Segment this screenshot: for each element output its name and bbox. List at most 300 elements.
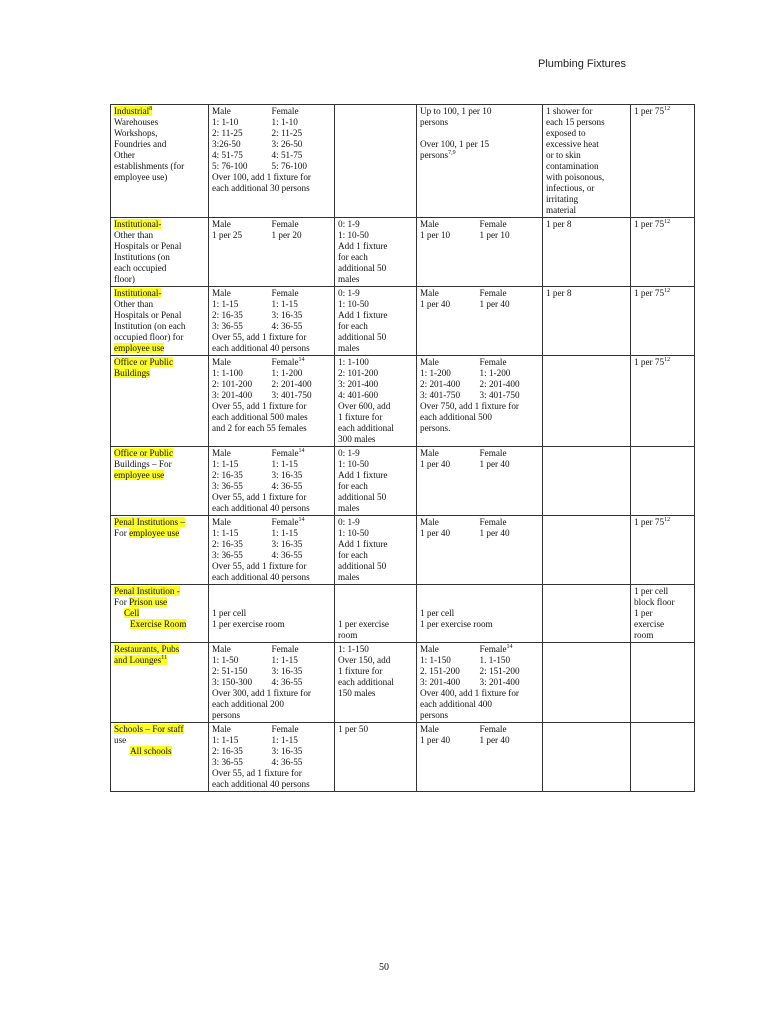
category-line: Workshops,	[114, 128, 158, 138]
lavatory-female: 1. 1-150	[479, 655, 511, 665]
category-line: For employee use	[114, 528, 180, 538]
shower-line: excessive heat	[546, 139, 599, 149]
table-row	[111, 447, 695, 516]
lavatory-male: 3: 201-400	[420, 677, 461, 687]
water-closet-row	[212, 528, 331, 539]
lavatory-cell	[417, 723, 543, 792]
water-closet-female: Female$^{14}$	[271, 447, 305, 458]
lavatory-note: each additional 500	[420, 412, 492, 422]
drinking-fountain-cell	[631, 356, 695, 447]
category-line	[114, 106, 205, 117]
water-closet-male: 1 per 25	[212, 230, 243, 240]
water-closet-row	[212, 539, 331, 550]
urinal-line: each additional	[338, 423, 394, 433]
water-closet-male: 2: 51-150	[212, 666, 248, 676]
drinking-fountain-cell	[631, 287, 695, 356]
water-closet-row	[212, 481, 331, 492]
water-closet-female: Female	[271, 724, 299, 734]
water-closet-row	[212, 390, 331, 401]
drinking-fountain-line: block floor	[634, 597, 675, 607]
shower-line: or to skin	[546, 150, 581, 160]
category-cell	[111, 643, 209, 723]
lavatory-male: Male	[420, 517, 439, 527]
water-closet-row	[212, 128, 331, 139]
water-closet-male: 5: 76-100	[212, 161, 248, 171]
category-highlight: Buildings	[114, 368, 150, 378]
category-line	[114, 368, 205, 379]
category-line: Other	[114, 150, 135, 160]
lavatory-female: Female	[479, 448, 507, 458]
lavatory-line: Over 100, 1 per 15	[420, 139, 490, 149]
water-closet-female: Female	[271, 219, 299, 229]
water-closet-female: 1: 1-200	[271, 368, 303, 378]
urinal-line: for each	[338, 321, 368, 331]
drinking-fountain-cell	[631, 447, 695, 516]
water-closet-note: Over 55, ad 1 fixture for	[212, 768, 302, 778]
shower-cell	[543, 516, 631, 585]
water-closet-note: each additional 30 persons	[212, 183, 310, 193]
table-row	[111, 218, 695, 287]
category-cell	[111, 723, 209, 792]
urinal-cell	[335, 356, 417, 447]
lavatory-male: 1: 1-150	[420, 655, 451, 665]
lavatory-row	[420, 357, 539, 368]
lavatory-female: Female	[479, 724, 507, 734]
lavatory-male: Male	[420, 357, 439, 367]
water-closet-note: persons	[212, 710, 241, 720]
water-closet-male: 2: 16-35	[212, 310, 243, 320]
shower-cell	[543, 447, 631, 516]
category-line: Hospitals or Penal	[114, 310, 182, 320]
water-closet-note: and 2 for each 55 females	[212, 423, 307, 433]
footnote-ref: 14	[298, 516, 305, 523]
category-line	[114, 517, 205, 528]
urinal-cell	[335, 447, 417, 516]
urinal-line: 1 per 50	[338, 724, 369, 734]
spacer	[420, 586, 539, 597]
urinal-line: 0: 1-9	[338, 448, 360, 458]
lavatory-male: Male	[420, 219, 439, 229]
water-closet-male: 2: 16-35	[212, 746, 243, 756]
lavatory-row	[420, 517, 539, 528]
lavatory-row	[420, 230, 539, 241]
shower-cell	[543, 287, 631, 356]
water-closet-female: 1 per 20	[271, 230, 302, 240]
lavatory-male: 1 per 40	[420, 299, 451, 309]
drinking-fountain-cell	[631, 218, 695, 287]
urinal-cell	[335, 723, 417, 792]
water-closet-female: 1: 1-15	[271, 655, 298, 665]
lavatory-male: 1: 1-200	[420, 368, 451, 378]
spacer	[338, 608, 413, 619]
urinal-line: each additional	[338, 677, 394, 687]
lavatory-cell	[417, 218, 543, 287]
water-closet-female: 1: 1-15	[271, 459, 298, 469]
water-closet-female: 3: 401-750	[271, 390, 312, 400]
lavatory-female: Female	[479, 219, 507, 229]
category-line	[114, 219, 205, 230]
water-closet-male: 2: 101-200	[212, 379, 253, 389]
urinal-line: 1 per exercise	[338, 619, 390, 629]
water-closet-female: 3: 16-35	[271, 746, 303, 756]
water-closet-note: Over 55, add 1 fixture for	[212, 492, 307, 502]
urinal-line: Add 1 fixture	[338, 539, 388, 549]
water-closet-female: 4: 36-55	[271, 677, 303, 687]
footnote-ref: 14	[298, 356, 305, 363]
category-cell	[111, 585, 209, 643]
shower-cell	[543, 643, 631, 723]
water-closet-female: 4: 51-75	[271, 150, 303, 160]
lavatory-row	[420, 459, 539, 470]
water-closet-male: Male	[212, 644, 231, 654]
footnote-ref: 12	[664, 287, 671, 294]
shower-line: contamination	[546, 161, 599, 171]
water-closet-female: 3: 16-35	[271, 310, 303, 320]
lavatory-row	[420, 368, 539, 379]
water-closet-row	[212, 459, 331, 470]
category-line: establishments (for	[114, 161, 185, 171]
urinal-line: males	[338, 572, 360, 582]
water-closet-cell	[209, 643, 335, 723]
water-closet-female: 4: 36-55	[271, 550, 303, 560]
drinking-fountain-line: 1 per $75^{12}$	[634, 516, 671, 527]
lavatory-male: 2: 201-400	[420, 379, 461, 389]
category-line	[114, 357, 205, 368]
shower-line: 1 shower for	[546, 106, 593, 116]
water-closet-row	[212, 644, 331, 655]
lavatory-male: Male	[420, 448, 439, 458]
water-closet-line: 1 per exercise room	[212, 619, 285, 629]
water-closet-row	[212, 150, 331, 161]
urinal-line: 4: 401-600	[338, 390, 379, 400]
water-closet-note: each additional 500 males	[212, 412, 308, 422]
category-line: each occupied	[114, 263, 167, 273]
urinal-line: 2: 101-200	[338, 368, 379, 378]
urinal-line: 0: 1-9	[338, 288, 360, 298]
drinking-fountain-cell	[631, 585, 695, 643]
category-line	[114, 724, 205, 735]
water-closet-female: 3: 26-50	[271, 139, 303, 149]
urinal-cell	[335, 105, 417, 218]
water-closet-female: Female	[271, 106, 299, 116]
water-closet-note: each additional 200	[212, 699, 284, 709]
water-closet-male: 3: 201-400	[212, 390, 253, 400]
lavatory-female: 3: 401-750	[479, 390, 520, 400]
water-closet-cell	[209, 516, 335, 585]
lavatory-cell	[417, 356, 543, 447]
table-row	[111, 105, 695, 218]
lavatory-female: 1: 1-200	[479, 368, 511, 378]
category-line	[114, 343, 205, 354]
water-closet-row	[212, 735, 331, 746]
table-row	[111, 287, 695, 356]
water-closet-cell	[209, 356, 335, 447]
water-closet-female: 1: 1-10	[271, 117, 298, 127]
urinal-line: 1 fixture for	[338, 412, 383, 422]
urinal-line: 300 males	[338, 434, 376, 444]
urinal-line: room	[338, 630, 358, 640]
lavatory-cell	[417, 516, 543, 585]
lavatory-gap	[420, 128, 539, 139]
category-line: Hospitals or Penal	[114, 241, 182, 251]
lavatory-female: Female$^{14}$	[479, 643, 513, 654]
lavatory-male: 1 per 40	[420, 528, 451, 538]
category-sub	[114, 746, 205, 757]
water-closet-note: each additional 40 persons	[212, 503, 310, 513]
category-sub	[114, 608, 205, 619]
urinal-line: Over 150, add	[338, 655, 391, 665]
water-closet-row	[212, 666, 331, 677]
water-closet-row	[212, 368, 331, 379]
urinal-line: 0: 1-9	[338, 517, 360, 527]
table-row	[111, 516, 695, 585]
category-highlight: and Lounges$^{11}$	[114, 654, 167, 665]
lavatory-cell	[417, 447, 543, 516]
lavatory-female: 2: 151-200	[479, 666, 520, 676]
shower-cell	[543, 218, 631, 287]
category-highlight: Penal Institution -	[114, 586, 180, 596]
table-row	[111, 356, 695, 447]
category-line: For Prison use	[114, 597, 168, 607]
water-closet-female: 1: 1-15	[271, 735, 298, 745]
urinal-line: 3: 201-400	[338, 379, 379, 389]
category-line	[114, 644, 205, 655]
category-line	[114, 470, 205, 481]
water-closet-female: 1: 1-15	[271, 528, 298, 538]
urinal-line: males	[338, 274, 360, 284]
category-line	[114, 586, 205, 597]
urinal-line: for each	[338, 550, 368, 560]
shower-line: 1 per 8	[546, 219, 572, 229]
drinking-fountain-line: 1 per cell	[634, 586, 669, 596]
shower-line: with poisonous,	[546, 172, 605, 182]
lavatory-male: 1 per 10	[420, 230, 451, 240]
lavatory-line: persons$^{7,9}$	[420, 149, 456, 160]
category-highlight: All schools	[130, 746, 172, 756]
category-line: employee use)	[114, 172, 168, 182]
urinal-cell	[335, 287, 417, 356]
drinking-fountain-line: 1 per $75^{12}$	[634, 356, 671, 367]
category-highlight: Prison use	[129, 597, 168, 607]
shower-line: exposed to	[546, 128, 586, 138]
water-closet-female: 4: 36-55	[271, 757, 303, 767]
category-cell	[111, 356, 209, 447]
plumbing-fixtures-table	[110, 104, 695, 792]
category-line: Institutions (on	[114, 252, 170, 262]
water-closet-female: 2: 201-400	[271, 379, 312, 389]
water-closet-row	[212, 321, 331, 332]
urinal-line: 1: 1-100	[338, 357, 369, 367]
drinking-fountain-cell	[631, 643, 695, 723]
lavatory-note: Over 400, add 1 fixture for	[420, 688, 519, 698]
shower-line: each 15 persons	[546, 117, 605, 127]
lavatory-male: Male	[420, 644, 439, 654]
footnote-ref: 12	[664, 218, 671, 225]
urinal-line: 0: 1-9	[338, 219, 360, 229]
water-closet-male: Male	[212, 724, 231, 734]
lavatory-row	[420, 288, 539, 299]
lavatory-female: Female	[479, 288, 507, 298]
water-closet-male: 1: 1-15	[212, 528, 239, 538]
lavatory-line: Up to 100, 1 per 10	[420, 106, 492, 116]
water-closet-male: 4: 51-75	[212, 150, 243, 160]
lavatory-female: Female	[479, 357, 507, 367]
water-closet-row	[212, 299, 331, 310]
category-cell	[111, 447, 209, 516]
water-closet-female: 2: 11-25	[271, 128, 303, 138]
lavatory-female: 1 per 10	[479, 230, 510, 240]
footnote-ref: 7,9	[448, 149, 456, 156]
drinking-fountain-line: 1 per $75^{12}$	[634, 218, 671, 229]
page-number: 50	[379, 962, 389, 973]
lavatory-row	[420, 219, 539, 230]
lavatory-row	[420, 735, 539, 746]
urinal-line: additional 50	[338, 332, 387, 342]
shower-line: material	[546, 205, 577, 215]
water-closet-male: 1: 1-15	[212, 299, 239, 309]
shower-line: 1 per 8	[546, 288, 572, 298]
category-highlight: employee use	[114, 343, 165, 353]
category-highlight: Cell	[124, 608, 140, 618]
lavatory-note: persons	[420, 710, 449, 720]
drinking-fountain-line: 1 per $75^{12}$	[634, 287, 671, 298]
footnote-ref: 12	[664, 356, 671, 363]
shower-line: irritating	[546, 194, 579, 204]
lavatory-line: persons	[420, 117, 449, 127]
water-closet-note: each additional 40 persons	[212, 572, 310, 582]
urinal-line: additional 50	[338, 492, 387, 502]
water-closet-female: Female	[271, 644, 299, 654]
lavatory-female: 1 per 40	[479, 735, 510, 745]
spacer	[338, 597, 413, 608]
lavatory-row	[420, 677, 539, 688]
urinal-line: for each	[338, 481, 368, 491]
water-closet-row	[212, 757, 331, 768]
water-closet-note: each additional 40 persons	[212, 343, 310, 353]
category-sub	[114, 619, 205, 630]
lavatory-row	[420, 379, 539, 390]
urinal-line: Add 1 fixture	[338, 241, 388, 251]
water-closet-row	[212, 677, 331, 688]
urinal-line: 150 males	[338, 688, 376, 698]
lavatory-female: 1 per 40	[479, 459, 510, 469]
spacer	[212, 586, 331, 597]
page-header-title: Plumbing Fixtures	[538, 58, 627, 70]
shower-cell	[543, 356, 631, 447]
category-line: Foundries and	[114, 139, 167, 149]
water-closet-row	[212, 219, 331, 230]
lavatory-line: 1 per exercise room	[420, 619, 493, 629]
water-closet-row	[212, 448, 331, 459]
urinal-line: Add 1 fixture	[338, 310, 388, 320]
lavatory-line: 1 per cell	[420, 608, 455, 618]
urinal-line: 1: 10-50	[338, 230, 369, 240]
category-line: Buildings – For	[114, 459, 172, 469]
urinal-line: males	[338, 343, 360, 353]
footnote-ref: 12	[664, 105, 671, 112]
category-line: Institution (on each	[114, 321, 186, 331]
water-closet-row	[212, 655, 331, 666]
water-closet-note: Over 300, add 1 fixture for	[212, 688, 311, 698]
water-closet-female: 4: 36-55	[271, 481, 303, 491]
table-row	[111, 585, 695, 643]
water-closet-cell	[209, 585, 335, 643]
lavatory-cell	[417, 585, 543, 643]
lavatory-female: 1 per 40	[479, 528, 510, 538]
lavatory-cell	[417, 287, 543, 356]
water-closet-male: 1: 1-100	[212, 368, 243, 378]
water-closet-row	[212, 746, 331, 757]
water-closet-row	[212, 357, 331, 368]
table-row	[111, 643, 695, 723]
category-line: floor)	[114, 274, 135, 284]
spacer	[420, 597, 539, 608]
lavatory-male: 3: 401-750	[420, 390, 461, 400]
table-row	[111, 723, 695, 792]
lavatory-row	[420, 644, 539, 655]
water-closet-male: 1: 1-10	[212, 117, 239, 127]
lavatory-row	[420, 448, 539, 459]
water-closet-female: 1: 1-15	[271, 299, 298, 309]
water-closet-male: 3: 36-55	[212, 321, 243, 331]
water-closet-female: Female	[271, 288, 299, 298]
category-highlight: employee use	[129, 528, 180, 538]
water-closet-female: 4: 36-55	[271, 321, 303, 331]
urinal-line: additional 50	[338, 263, 387, 273]
water-closet-row	[212, 310, 331, 321]
water-closet-male: Male	[212, 448, 231, 458]
lavatory-row	[420, 655, 539, 666]
urinal-cell	[335, 643, 417, 723]
category-cell	[111, 218, 209, 287]
spacer	[212, 597, 331, 608]
water-closet-male: 1: 1-15	[212, 459, 239, 469]
drinking-fountain-cell	[631, 516, 695, 585]
water-closet-row	[212, 106, 331, 117]
urinal-line: males	[338, 503, 360, 513]
water-closet-cell	[209, 447, 335, 516]
urinal-line: 1: 1-150	[338, 644, 369, 654]
water-closet-male: Male	[212, 106, 231, 116]
water-closet-cell	[209, 287, 335, 356]
category-highlight: Office or Public	[114, 448, 174, 458]
lavatory-row	[420, 666, 539, 677]
category-line	[114, 655, 205, 666]
water-closet-row	[212, 470, 331, 481]
urinal-line: 1: 10-50	[338, 299, 369, 309]
water-closet-male: 3: 150-300	[212, 677, 253, 687]
water-closet-row	[212, 550, 331, 561]
category-highlight: Institutional-	[114, 219, 162, 229]
drinking-fountain-line: exercise	[634, 619, 665, 629]
water-closet-male: 3: 36-55	[212, 481, 243, 491]
water-closet-male: Male	[212, 219, 231, 229]
category-highlight: Institutional-	[114, 288, 162, 298]
water-closet-male: Male	[212, 357, 231, 367]
category-highlight: Office or Public	[114, 357, 174, 367]
water-closet-row	[212, 161, 331, 172]
water-closet-row	[212, 379, 331, 390]
lavatory-cell	[417, 643, 543, 723]
water-closet-male: 2: 16-35	[212, 539, 243, 549]
lavatory-cell	[417, 105, 543, 218]
water-closet-cell	[209, 218, 335, 287]
lavatory-row	[420, 299, 539, 310]
category-cell	[111, 516, 209, 585]
water-closet-male: Male	[212, 288, 231, 298]
lavatory-row	[420, 390, 539, 401]
water-closet-row	[212, 230, 331, 241]
